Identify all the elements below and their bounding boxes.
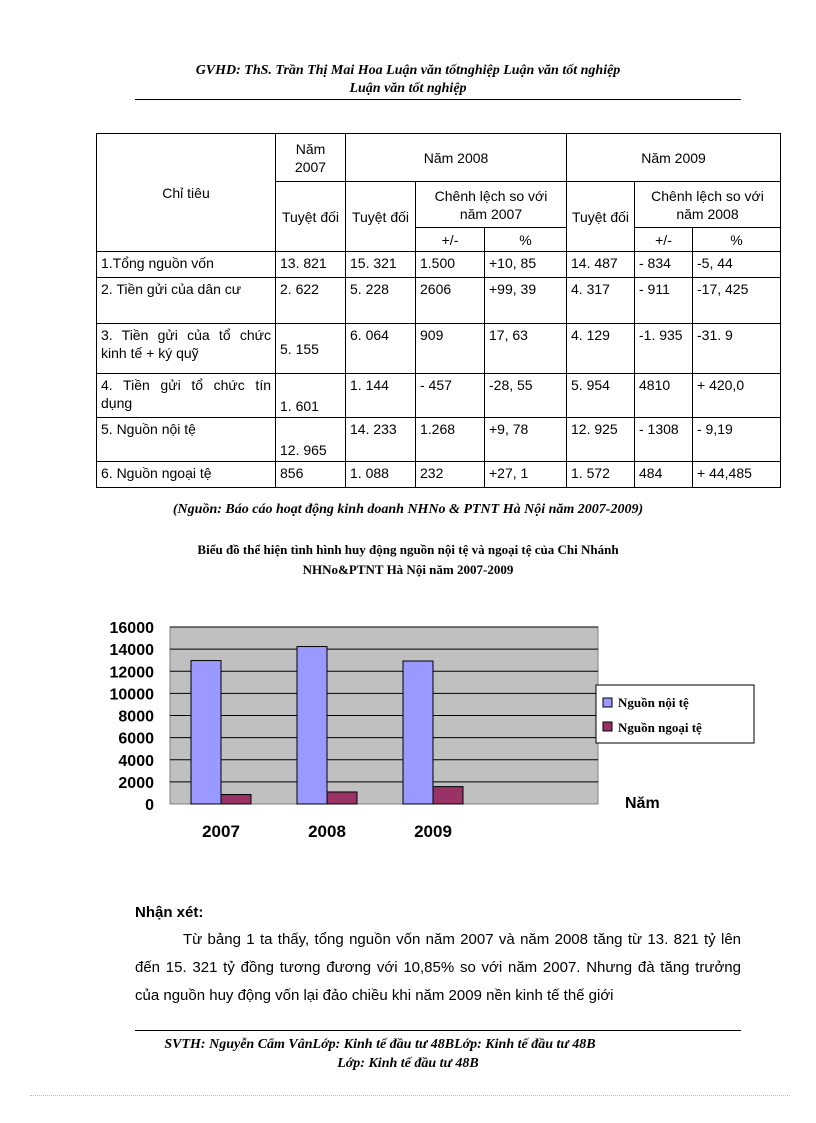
header-absolute-2009: Tuyệt đối [567, 182, 635, 252]
table-cell: 5. 954 [567, 374, 635, 418]
header-year-2007: Năm 2007 [276, 134, 346, 182]
table-cell: -28, 55 [485, 374, 567, 418]
y-tick-label: 14000 [109, 642, 154, 660]
header-percent: % [485, 228, 567, 252]
header-plus-minus: +/- [416, 228, 485, 252]
capital-table [96, 133, 781, 488]
table-cell: 1. 144 [346, 374, 416, 418]
row-label: 2. Tiền gửi của dân cư [97, 278, 276, 324]
row-label: 1.Tổng nguồn vốn [97, 252, 276, 278]
table-cell: 232 [416, 462, 485, 488]
header-line-2: Luận văn tốt nghiệp [349, 81, 467, 96]
table-cell: 15. 321 [346, 252, 416, 278]
table-cell: 4. 317 [567, 278, 635, 324]
legend-label-ngoai-te: Nguồn ngoại tệ [618, 720, 702, 735]
table-cell: 6. 064 [346, 324, 416, 374]
table-cell: -1. 935 [635, 324, 693, 374]
y-tick-label: 0 [145, 797, 154, 814]
table-cell: 1.268 [416, 418, 485, 462]
bar-ngoai-te-2007 [221, 795, 251, 804]
chart-title-line-1: Biểu đồ thể hiện tình hình huy động nguồn nội tệ và ngoại tệ của Chi Nhánh [197, 542, 619, 557]
table-cell: +27, 1 [485, 462, 567, 488]
header-diff-vs-2008: Chênh lệch so với năm 2008 [635, 182, 781, 228]
table-cell: 4810 [635, 374, 693, 418]
table-cell: 14. 487 [567, 252, 635, 278]
bar-chart [0, 600, 816, 860]
table-cell: +99, 39 [485, 278, 567, 324]
header-line-1: GVHD: ThS. Trần Thị Mai Hoa Luận văn tốtnghiệp Luận văn tốt nghiệp [195, 63, 621, 78]
row-label: 4. Tiền gửi tổ chức tín dụng [97, 374, 276, 418]
table-cell: 1.500 [416, 252, 485, 278]
table-row [97, 278, 781, 324]
row-label: 5. Nguồn nội tệ [97, 418, 276, 462]
bar-noi-te-2009 [403, 661, 433, 804]
table-cell: 12. 925 [567, 418, 635, 462]
page-edge-dotted [30, 1095, 790, 1096]
x-tick-label: 2009 [414, 822, 452, 841]
header-percent: % [693, 228, 781, 252]
footer-rule [135, 1030, 741, 1031]
table-cell: 5. 155 [276, 324, 346, 374]
header-rule [135, 99, 741, 100]
table-cell: -31. 9 [693, 324, 781, 374]
chart-title-line-2: NHNo&PTNT Hà Nội năm 2007-2009 [302, 562, 514, 577]
table-row [97, 374, 781, 418]
table-cell: 17, 63 [485, 324, 567, 374]
row-label: 3. Tiền gửi của tổ chức kinh tế + ký quỹ [97, 324, 276, 374]
source-note: (Nguồn: Báo cáo hoạt động kinh doanh NHNo & PTNT Hà Nội năm 2007-2009) [172, 502, 644, 517]
header-plus-minus: +/- [635, 228, 693, 252]
legend-label-noi-te: Nguồn nội tệ [618, 695, 689, 710]
table-cell: 2. 622 [276, 278, 346, 324]
table-cell: +9, 78 [485, 418, 567, 462]
table-cell: + 420,0 [693, 374, 781, 418]
table-cell: -5, 44 [693, 252, 781, 278]
header-chi-tieu: Chỉ tiêu [97, 134, 276, 252]
table-cell: - 9,19 [693, 418, 781, 462]
table-cell: - 1308 [635, 418, 693, 462]
table-cell: 1. 601 [276, 374, 346, 418]
table-cell: - 457 [416, 374, 485, 418]
table-row [97, 418, 781, 462]
legend-swatch-noi-te [603, 698, 612, 707]
table-cell: 909 [416, 324, 485, 374]
table-row [97, 462, 781, 488]
x-tick-label: 2007 [202, 822, 240, 841]
y-tick-label: 10000 [109, 686, 154, 704]
table-row [97, 324, 781, 374]
legend-swatch-ngoai-te [603, 722, 612, 731]
table-cell: 14. 233 [346, 418, 416, 462]
y-tick-label: 8000 [118, 708, 154, 726]
row-label: 6. Nguồn ngoại tệ [97, 462, 276, 488]
footer-line-2: Lớp: Kinh tế đầu tư 48B [337, 1056, 479, 1071]
header-absolute-2007: Tuyệt đối [276, 182, 346, 252]
table-cell: 2606 [416, 278, 485, 324]
header-year-2008: Năm 2008 [346, 134, 567, 182]
table-cell: - 834 [635, 252, 693, 278]
legend [596, 685, 754, 743]
y-tick-label: 2000 [118, 774, 154, 792]
table-cell: -17, 425 [693, 278, 781, 324]
table-cell: 12. 965 [276, 418, 346, 462]
x-tick-label: 2008 [308, 822, 346, 841]
table-cell: 856 [276, 462, 346, 488]
header-year-2009: Năm 2009 [567, 134, 781, 182]
table-cell: 5. 228 [346, 278, 416, 324]
bar-noi-te-2007 [191, 661, 221, 804]
bar-ngoai-te-2008 [327, 792, 357, 804]
bar-noi-te-2008 [297, 647, 327, 804]
x-axis-label: Năm [625, 795, 660, 812]
comment-paragraph: Từ bảng 1 ta thấy, tổng nguồn vốn năm 2007 và năm 2008 tăng từ 13. 821 tỷ lên đến 15. 321 tỷ đồng tương đương với 10,85% so với năm 2007. Nhưng đà tăng trưởng của nguồn huy động vốn lại đảo chiều khi năm 2009 nền kinh tế thế giới [135, 931, 741, 1004]
y-tick-label: 6000 [118, 730, 154, 748]
table-row [97, 252, 781, 278]
footer-line-1: SVTH: Nguyễn Cẩm VânLớp: Kinh tế đầu tư 48BLớp: Kinh tế đầu tư 48B [164, 1037, 596, 1052]
header-diff-vs-2007: Chênh lệch so với năm 2007 [416, 182, 567, 228]
header-absolute-2008: Tuyệt đối [346, 182, 416, 252]
table-cell: + 44,485 [693, 462, 781, 488]
y-tick-label: 4000 [118, 752, 154, 770]
table-cell: 13. 821 [276, 252, 346, 278]
table-cell: - 911 [635, 278, 693, 324]
table-cell: 4. 129 [567, 324, 635, 374]
y-tick-label: 12000 [109, 664, 154, 682]
y-tick-label: 16000 [109, 620, 154, 637]
table-cell: +10, 85 [485, 252, 567, 278]
table-cell: 1. 088 [346, 462, 416, 488]
table-cell: 1. 572 [567, 462, 635, 488]
table-cell: 484 [635, 462, 693, 488]
comment-heading: Nhận xét: [135, 904, 204, 921]
bar-ngoai-te-2009 [433, 787, 463, 804]
